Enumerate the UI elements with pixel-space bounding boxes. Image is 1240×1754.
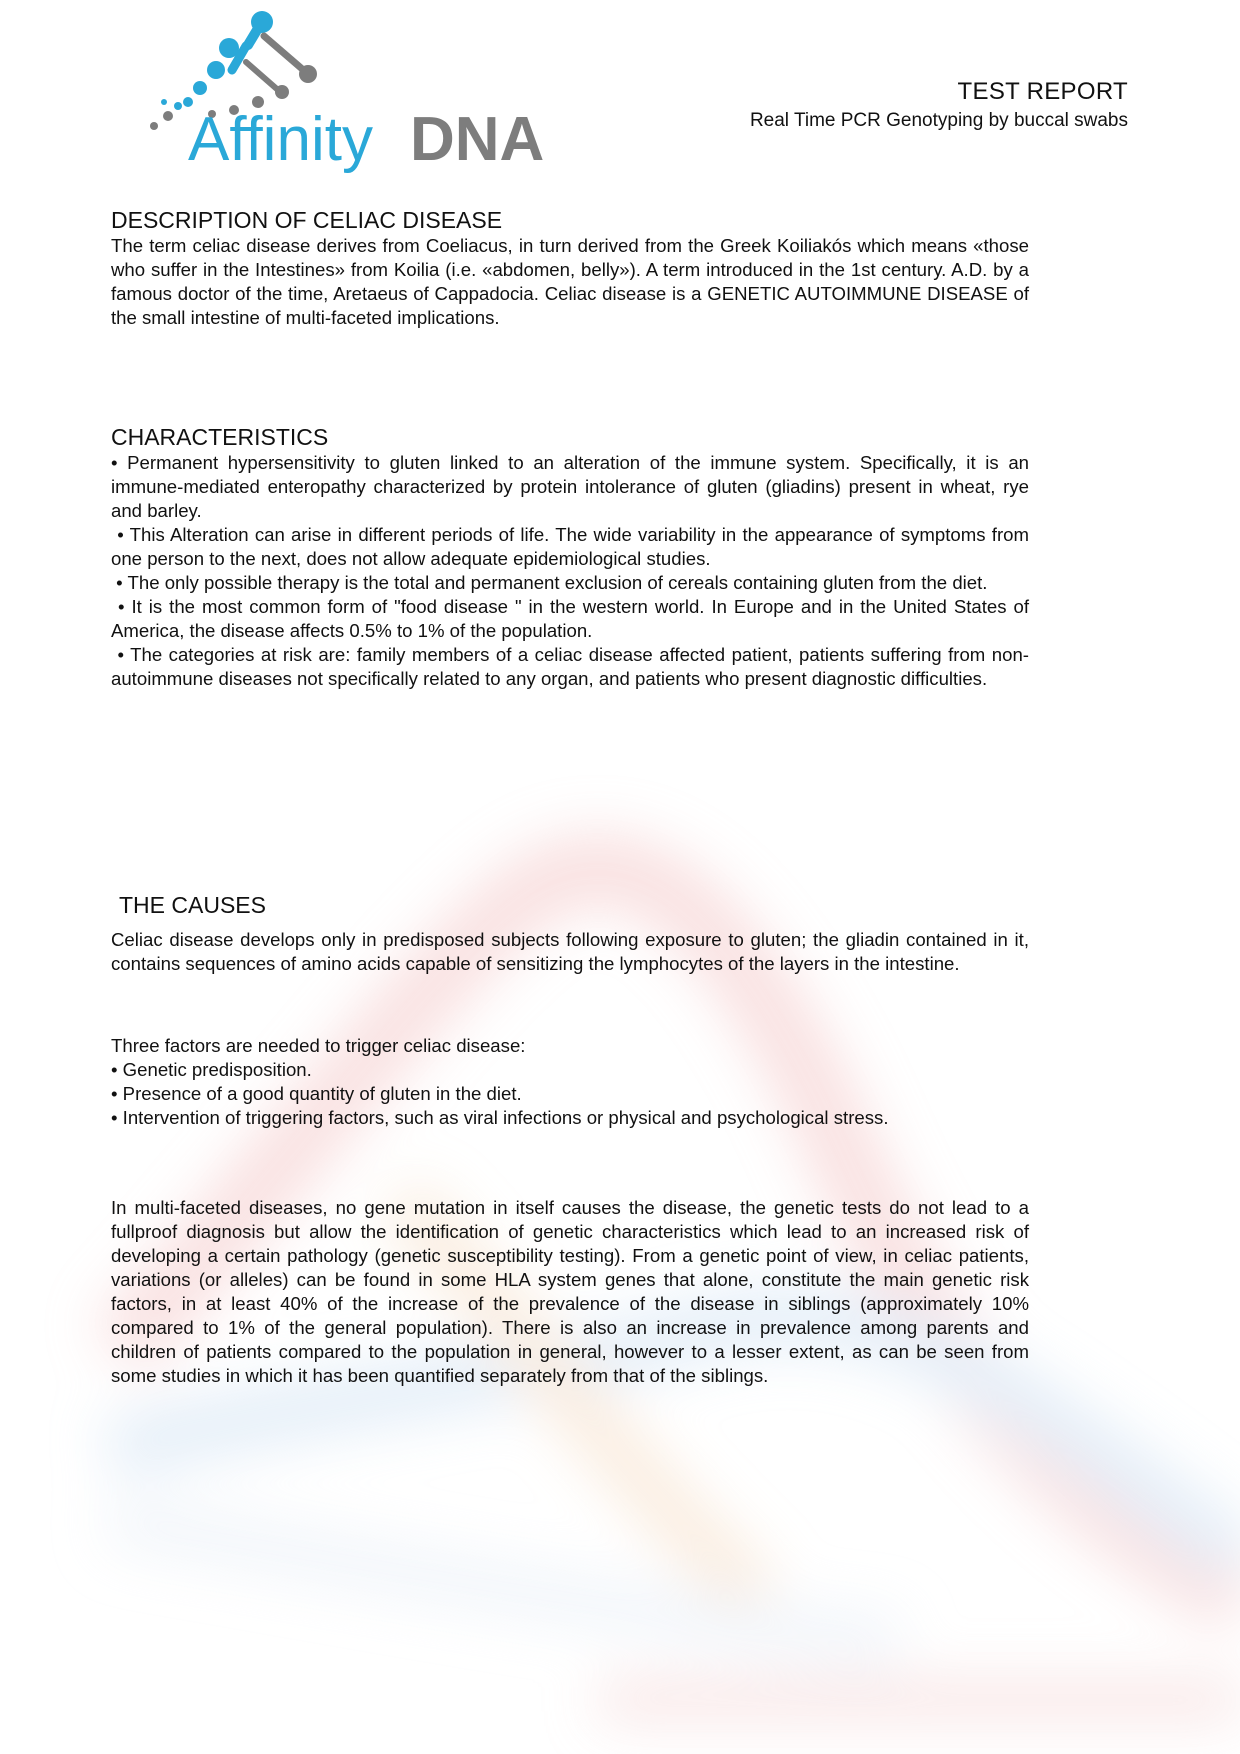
logo-text-affinity: Affinity	[188, 105, 373, 174]
characteristic-item: • It is the most common form of "food disease " in the western world. In Europe and in the United States of America, the disease affects 0.5% to 1% of the population.	[111, 596, 1034, 641]
report-title: TEST REPORT	[957, 78, 1128, 105]
description-heading: DESCRIPTION OF CELIAC DISEASE	[111, 207, 503, 233]
factors-list	[111, 1034, 1029, 1130]
factors-title: Three factors are needed to trigger celiac disease:	[111, 1035, 526, 1056]
characteristics-heading: CHARACTERISTICS	[111, 424, 329, 450]
characteristics-section	[111, 423, 1035, 691]
characteristic-item: • This Alteration can arise in different periods of life. The wide variability in the appearance of symptoms from one person to the next, does not allow adequate epidemiological studies.	[111, 524, 1035, 569]
characteristic-item: • The only possible therapy is the total and permanent exclusion of cereals containing gluten from the diet.	[111, 572, 988, 593]
logo-text-dna: DNA	[410, 105, 545, 174]
causes-intro: Celiac disease develops only in predisposed subjects following exposure to gluten; the gliadin contained in it, contains sequences of amino acids capable of sensitizing the lymphocytes of the layers in the intestine.	[111, 929, 1029, 974]
factor-item: • Presence of a good quantity of gluten in the diet.	[111, 1083, 522, 1104]
description-text: The term celiac disease derives from Coeliacus, in turn derived from the Greek Koiliakós which means «those who suffer in the Intestines» from Koilia (i.e. «abdomen, belly»). A term introduced in the 1st century. A.D. by a famous doctor of the time, Aretaeus of Cappadocia. Celiac disease is a GENETIC AUTOIMMUNE DISEASE of the small intestine of multi-faceted implications.	[111, 235, 1029, 328]
causes-section	[111, 891, 1029, 1388]
causes-heading: THE CAUSES	[119, 892, 266, 918]
report-subtitle: Real Time PCR Genotyping by buccal swabs	[749, 110, 1128, 131]
factor-item: • Intervention of triggering factors, such as viral infections or physical and psychological stress.	[111, 1107, 889, 1128]
causes-conclusion: In multi-faceted diseases, no gene mutation in itself causes the disease, the genetic tests do not lead to a fullproof diagnosis but allow the identification of genetic characteristics which lead to an increased risk of developing a certain pathology (genetic susceptibility testing). From a genetic point of view, in celiac patients, variations (or alleles) can be found in some HLA system genes that alone, constitute the main genetic risk factors, in at least 40% of the increase of the prevalence of the disease in siblings (approximately 10% compared to 1% of the general population). There is also an increase in prevalence among parents and children of patients compared to the population in general, however to a lesser extent, as can be seen from some studies in which it has been quantified separately from that of the siblings.	[111, 1197, 1029, 1386]
report-header	[750, 78, 1128, 132]
affinity-dna-logo	[138, 10, 558, 185]
description-section	[111, 206, 1029, 330]
characteristic-item: • Permanent hypersensitivity to gluten linked to an alteration of the immune system. Specifically, it is an immune-mediated enteropathy characterized by protein intolerance of gluten (gliadins) present in wheat, rye and barley.	[111, 452, 1029, 521]
factor-item: • Genetic predisposition.	[111, 1059, 312, 1080]
characteristic-item: • The categories at risk are: family members of a celiac disease affected patient, patients suffering from non- autoimmune diseases not specifically related to any organ, and patients who present diagnostic difficulties.	[111, 644, 1035, 689]
